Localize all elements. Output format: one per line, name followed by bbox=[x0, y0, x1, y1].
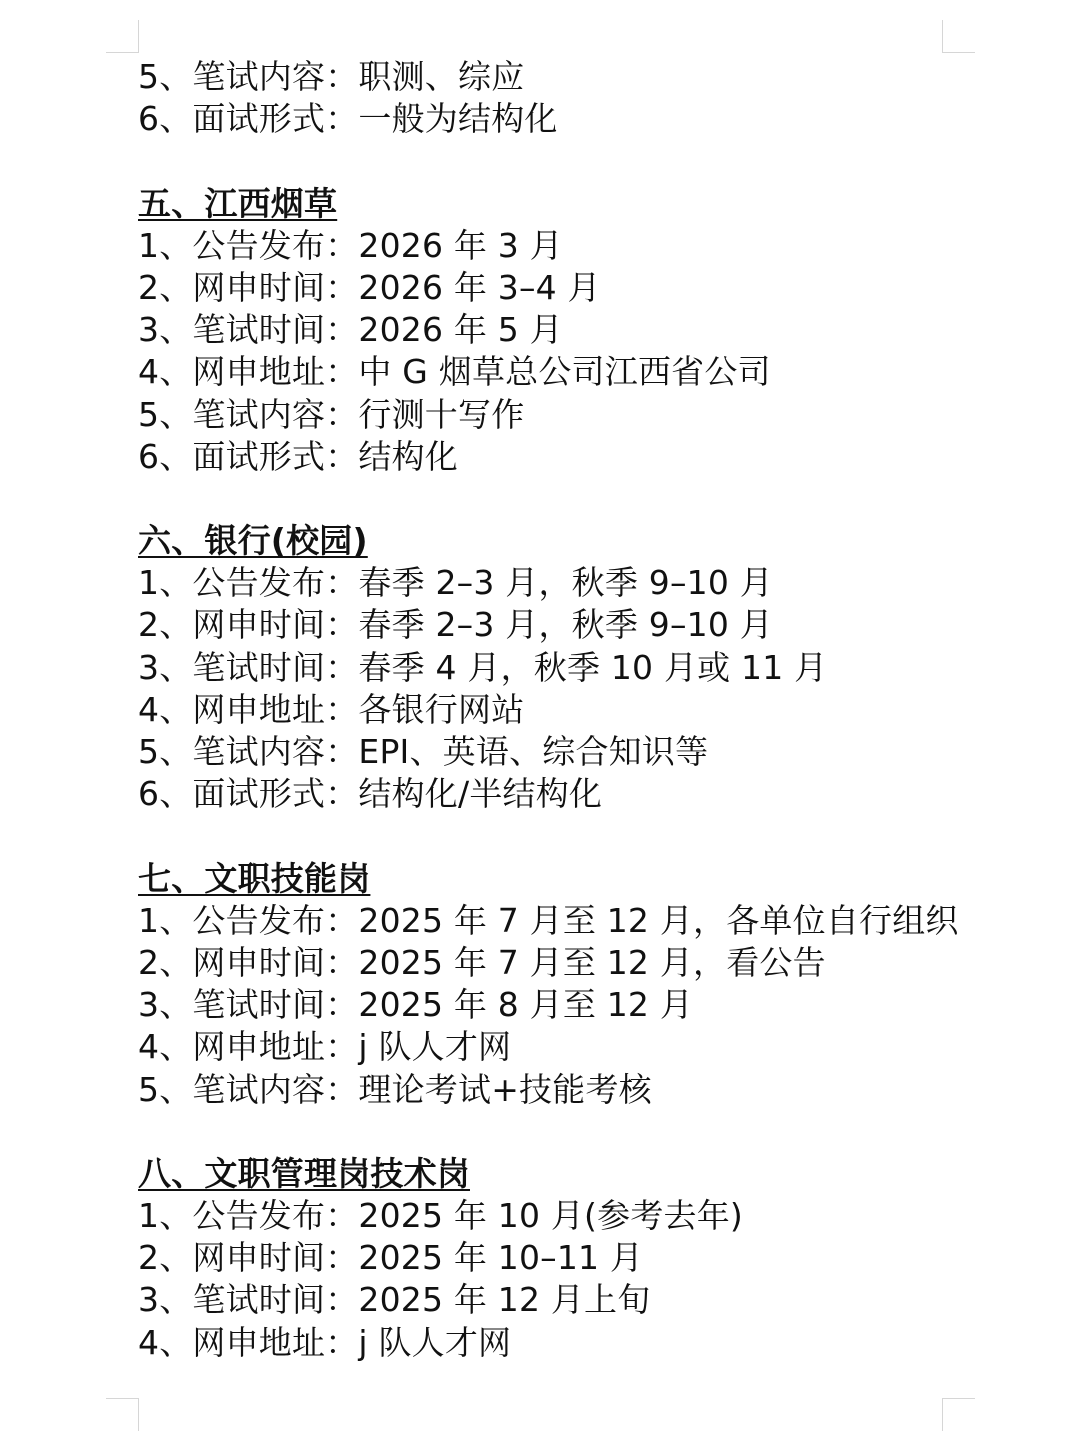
section-civilian-management-technical-post bbox=[138, 1153, 958, 1364]
list-item: 3、笔试时间：2025 年 8 月至 12 月 bbox=[138, 985, 694, 1025]
list-item: 6、面试形式：结构化 bbox=[138, 436, 458, 476]
page-corner-mark-top-right bbox=[942, 20, 975, 53]
section-civilian-skill-post bbox=[138, 858, 958, 1111]
list-item: 2、网申时间：2025 年 10–11 月 bbox=[138, 1238, 644, 1278]
section-jiangxi-tobacco bbox=[138, 183, 958, 478]
list-item: 3、笔试时间：2025 年 12 月上旬 bbox=[138, 1280, 651, 1320]
list-item: 3、笔试时间：2026 年 5 月 bbox=[138, 310, 563, 350]
section-bank-campus bbox=[138, 520, 958, 815]
list-item: 5、笔试内容：职测、综应 bbox=[138, 57, 525, 96]
list-item: 5、笔试内容：理论考试+技能考核 bbox=[138, 1069, 652, 1109]
section-gap bbox=[138, 478, 958, 520]
list-item: 1、公告发布：2025 年 10 月(参考去年) bbox=[138, 1196, 743, 1236]
page-corner-mark-bottom-left bbox=[106, 1398, 139, 1431]
list-item: 2、网申时间：2025 年 7 月至 12 月，看公告 bbox=[138, 942, 826, 982]
list-item: 6、面试形式：结构化/半结构化 bbox=[138, 774, 603, 814]
section-heading: 八、文职管理岗技术岗 bbox=[138, 1153, 470, 1193]
list-item: 2、网申时间：2026 年 3–4 月 bbox=[138, 267, 601, 307]
list-item: 1、公告发布：2025 年 7 月至 12 月，各单位自行组织 bbox=[138, 900, 959, 940]
list-item: 6、面试形式：一般为结构化 bbox=[138, 99, 558, 139]
list-item: 5、笔试内容：EPI、英语、综合知识等 bbox=[138, 732, 709, 771]
document-body bbox=[138, 56, 958, 1364]
list-item: 2、网申时间：春季 2–3 月，秋季 9–10 月 bbox=[138, 605, 773, 645]
section-gap bbox=[138, 1111, 958, 1153]
list-item: 4、网申地址：中 G 烟草总公司江西省公司 bbox=[138, 352, 771, 392]
list-item: 1、公告发布：春季 2–3 月，秋季 9–10 月 bbox=[138, 563, 773, 603]
list-item: 5、笔试内容：行测十写作 bbox=[138, 394, 525, 434]
section-continued bbox=[138, 56, 958, 140]
section-heading: 五、江西烟草 bbox=[138, 183, 338, 223]
list-item: 4、网申地址：各银行网站 bbox=[138, 689, 525, 729]
section-heading: 七、文职技能岗 bbox=[138, 858, 371, 898]
section-gap bbox=[138, 140, 958, 182]
list-item: 4、网申地址：j 队人才网 bbox=[138, 1027, 512, 1067]
page-corner-mark-top-left bbox=[106, 20, 139, 53]
list-item: 1、公告发布：2026 年 3 月 bbox=[138, 225, 563, 265]
section-heading: 六、银行(校园) bbox=[138, 521, 368, 561]
list-item: 4、网申地址：j 队人才网 bbox=[138, 1322, 512, 1362]
list-item: 3、笔试时间：春季 4 月，秋季 10 月或 11 月 bbox=[138, 647, 828, 687]
page-corner-mark-bottom-right bbox=[942, 1398, 975, 1431]
section-gap bbox=[138, 815, 958, 857]
